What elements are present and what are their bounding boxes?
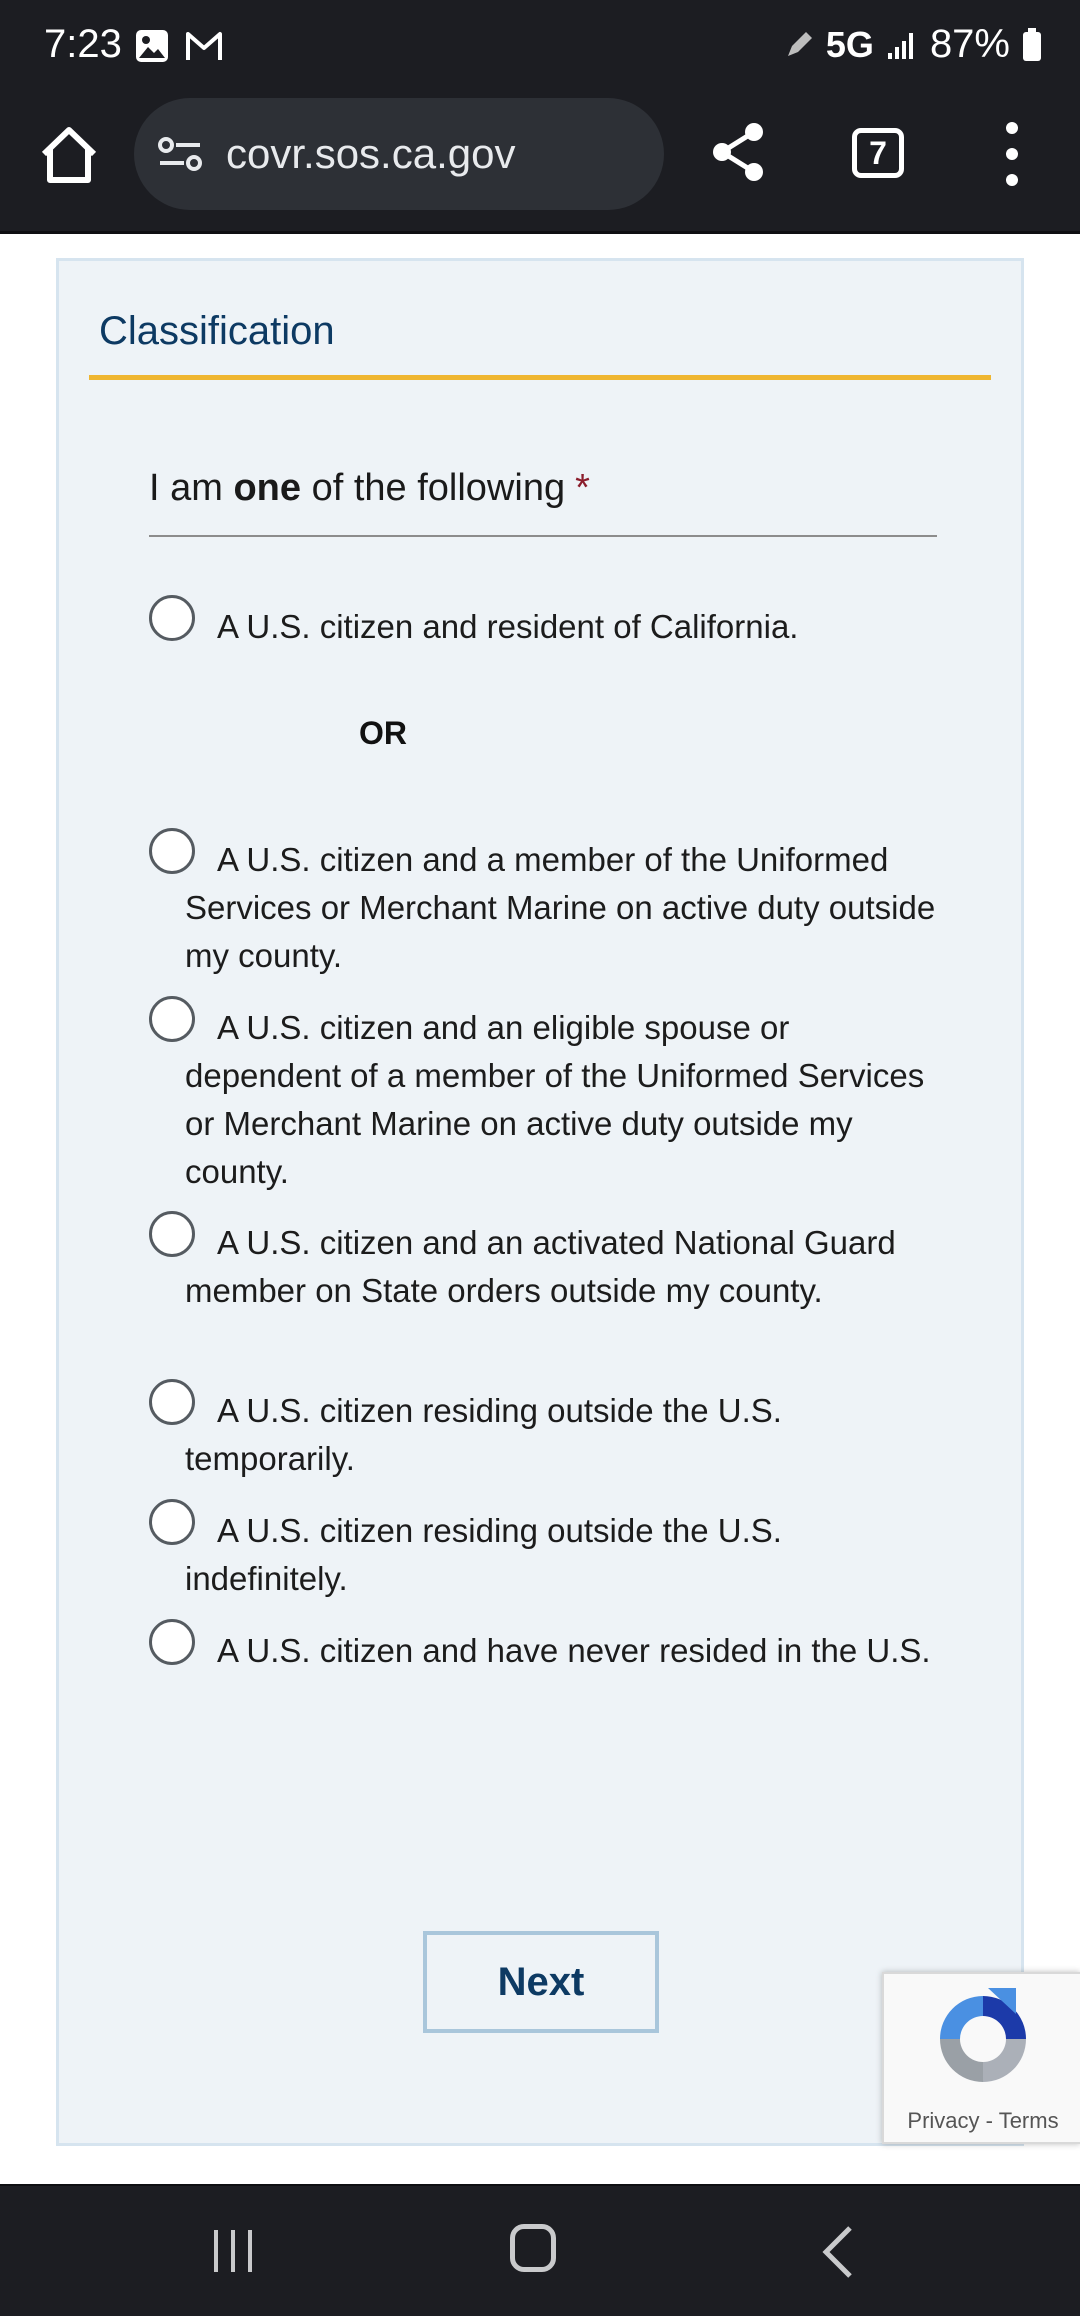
- question-label: I am one of the following *: [149, 467, 590, 509]
- option-label: A U.S. citizen and resident of California.: [217, 608, 799, 645]
- section-title-rule: [89, 375, 991, 380]
- recent-apps-icon[interactable]: [210, 2228, 256, 2274]
- section-title: Classification: [99, 309, 335, 353]
- site-settings-icon[interactable]: [158, 136, 202, 172]
- system-nav-bar: [0, 2184, 1080, 2316]
- address-bar[interactable]: [134, 98, 664, 210]
- next-button[interactable]: Next: [423, 1931, 659, 2033]
- more-vert-icon[interactable]: [1000, 122, 1024, 186]
- tabs-button[interactable]: 7: [852, 128, 904, 178]
- form-card: [56, 258, 1024, 2146]
- browser-toolbar: [0, 92, 1080, 234]
- recaptcha-badge[interactable]: [882, 1972, 1080, 2144]
- privacy-link[interactable]: Privacy: [907, 2108, 980, 2133]
- recaptcha-icon: [928, 1984, 1038, 2094]
- or-separator: OR: [359, 715, 407, 751]
- url-text: covr.sos.ca.gov: [226, 130, 516, 177]
- status-bar: [0, 0, 1080, 92]
- option-label: A U.S. citizen and have never resided in the U.S.: [217, 1632, 931, 1669]
- option-label: A U.S. citizen residing outside the U.S. temporarily.: [185, 1392, 782, 1477]
- question-rule: [149, 535, 937, 537]
- signal-icon: [886, 29, 918, 61]
- home-icon[interactable]: [38, 124, 100, 186]
- battery-percent: 87%: [929, 22, 1010, 66]
- required-marker: *: [575, 467, 590, 509]
- option-label: A U.S. citizen and a member of the Uniformed Services or Merchant Marine on active duty outside my county.: [185, 841, 936, 974]
- status-time: 7:23: [44, 22, 122, 66]
- image-icon: [134, 28, 170, 64]
- network-type: 5G: [825, 23, 874, 65]
- gmail-icon: [184, 28, 224, 64]
- recaptcha-links: Privacy - Terms: [907, 2108, 1059, 2133]
- battery-icon: [1022, 28, 1042, 62]
- option-label: A U.S. citizen and an eligible spouse or dependent of a member of the Uniformed Services or Merchant Marine on active duty outside my county.: [185, 1009, 925, 1190]
- pen-icon: [784, 30, 814, 60]
- share-icon[interactable]: [708, 120, 768, 184]
- notification-icons: [134, 28, 224, 64]
- terms-link[interactable]: Terms: [998, 2108, 1059, 2133]
- status-right: [784, 22, 1042, 67]
- back-icon[interactable]: [818, 2224, 858, 2280]
- option-label: A U.S. citizen and an activated National Guard member on State orders outside my county.: [185, 1224, 896, 1309]
- option-label: A U.S. citizen residing outside the U.S. indefinitely.: [185, 1512, 782, 1597]
- home-nav-icon[interactable]: [510, 2224, 556, 2272]
